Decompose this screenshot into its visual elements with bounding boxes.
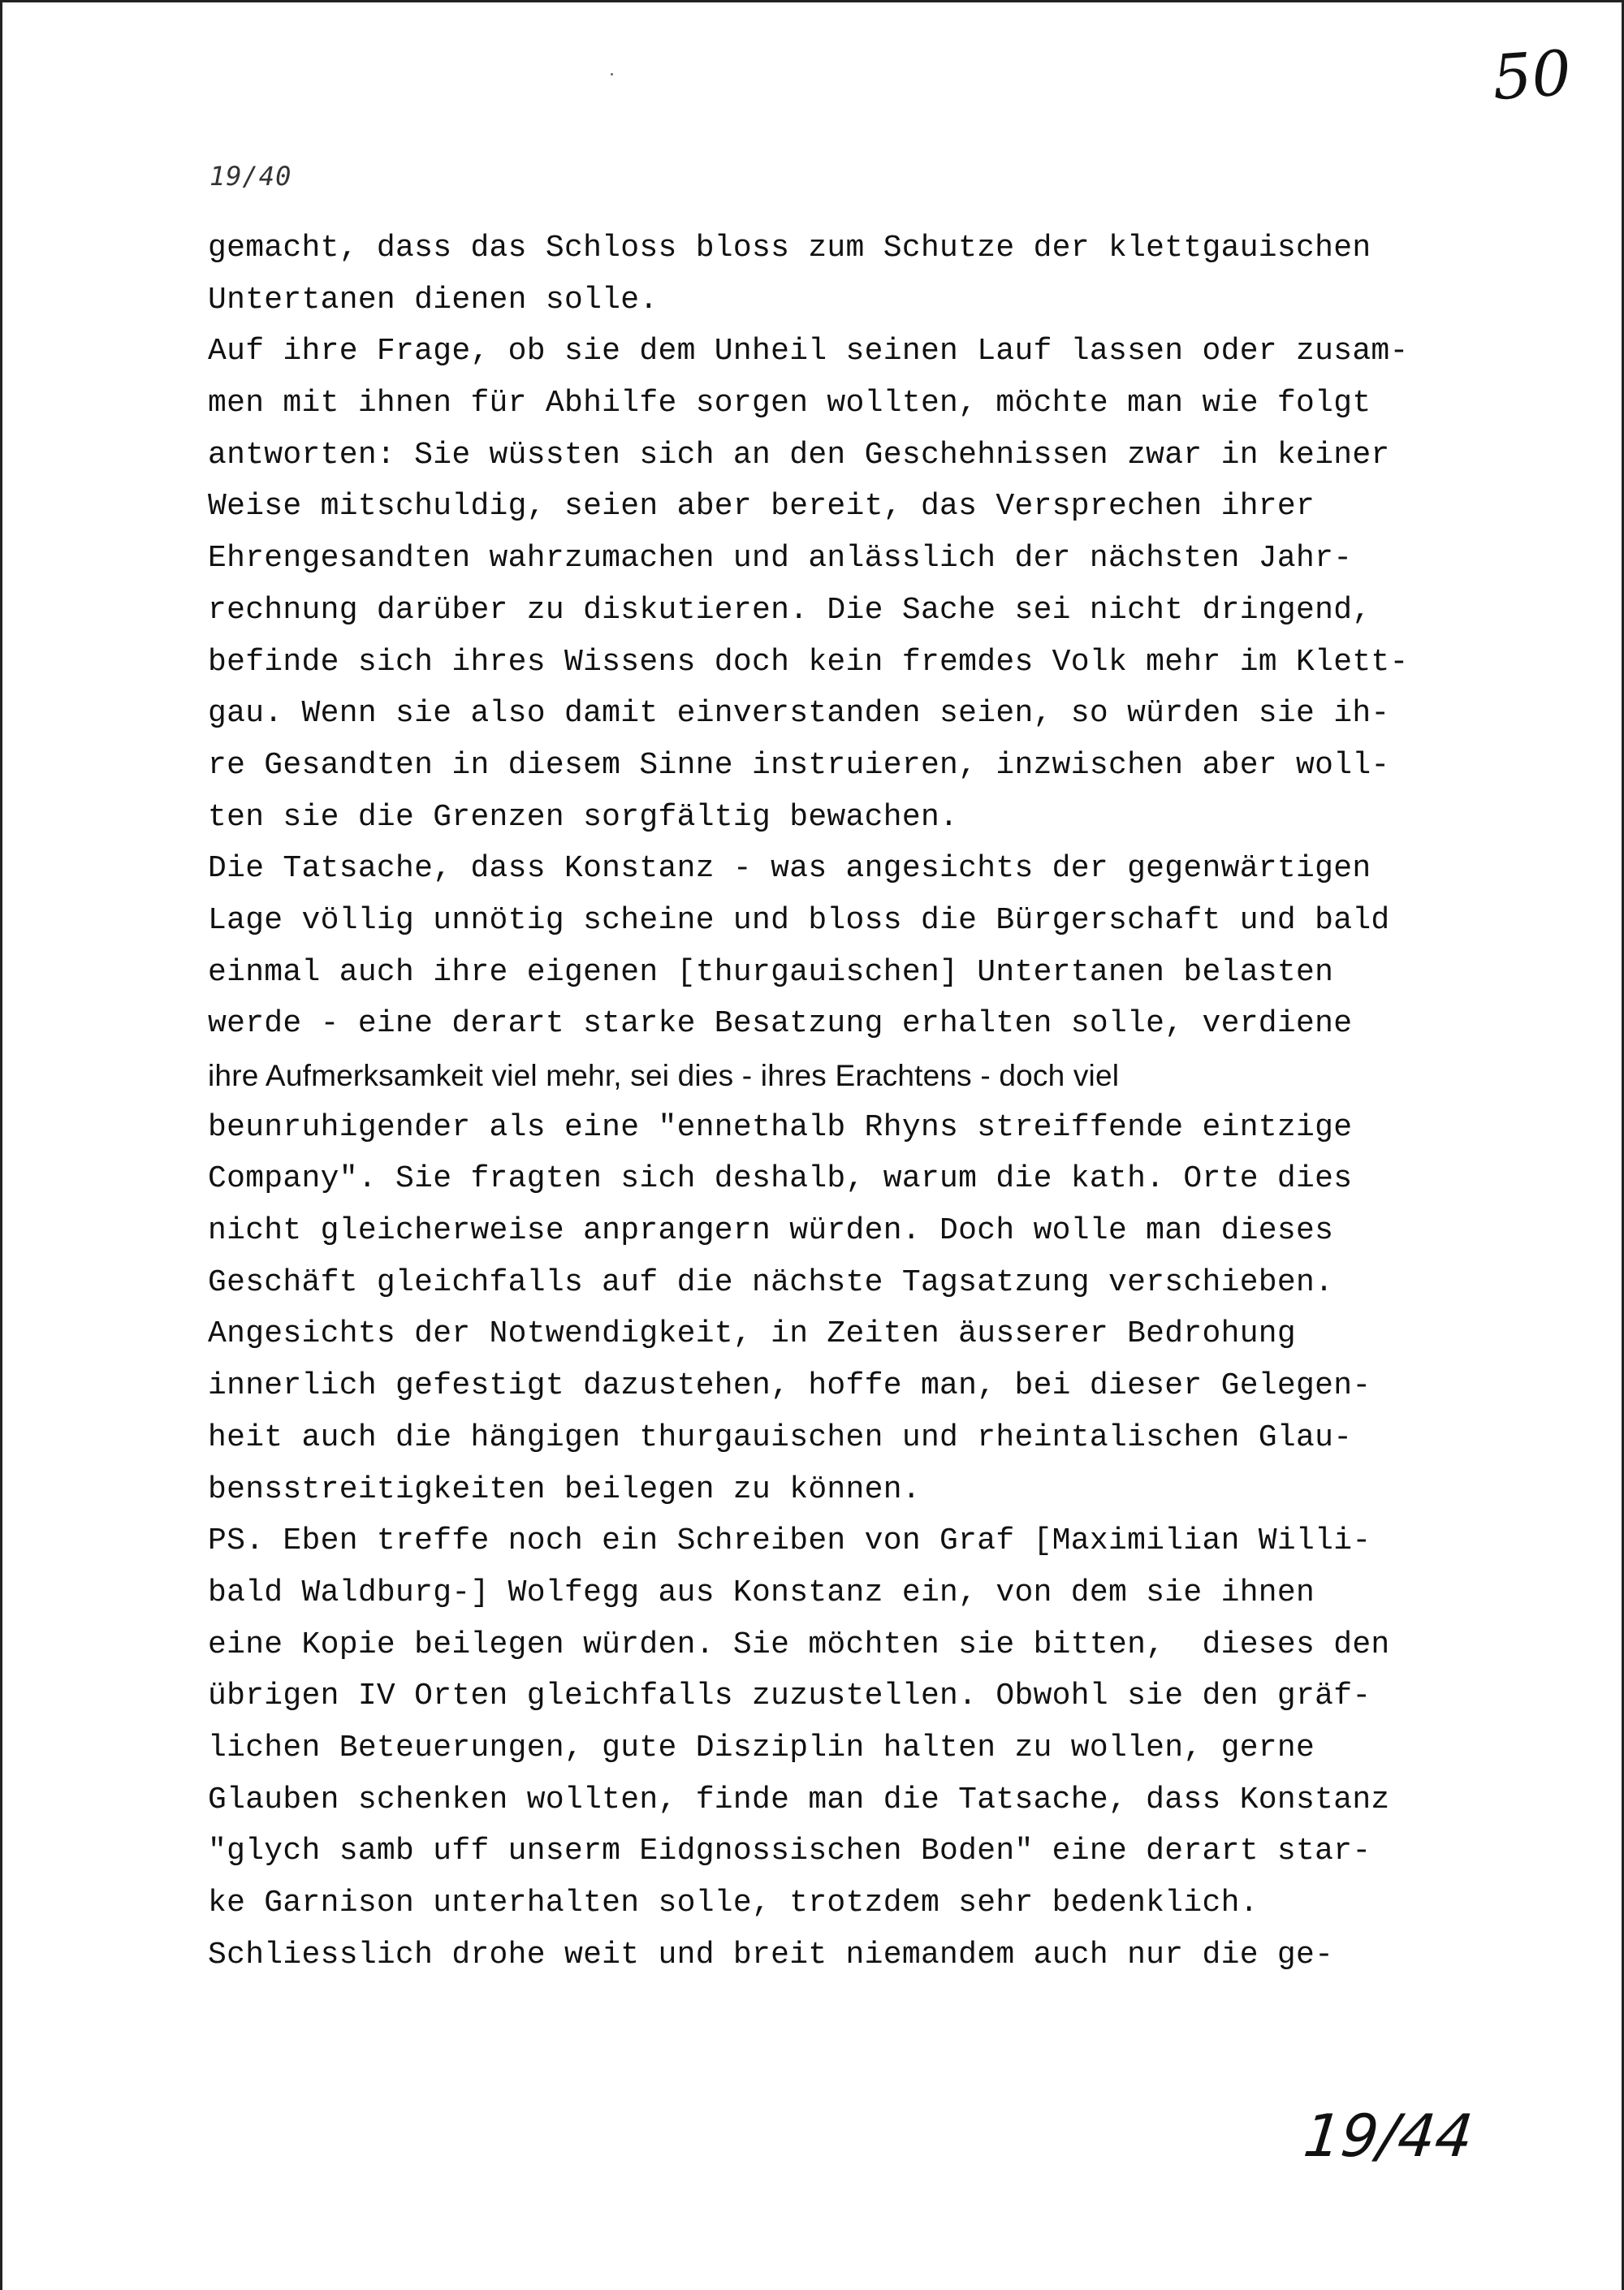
text-line: rechnung darüber zu diskutieren. Die Sache sei nicht dringend, bbox=[208, 592, 1371, 628]
text-line: Company". Sie fragten sich deshalb, warum die kath. Orte dies bbox=[208, 1161, 1353, 1197]
text-line: einmal auch ihre eigenen [thurgauischen] Untertanen belasten bbox=[208, 954, 1334, 990]
text-line: befinde sich ihres Wissens doch kein fremdes Volk mehr im Klett- bbox=[208, 644, 1409, 680]
text-line: ten sie die Grenzen sorgfältig bewachen. bbox=[208, 799, 959, 835]
text-line: gau. Wenn sie also damit einverstanden seien, so würden sie ih- bbox=[208, 696, 1390, 732]
handwritten-folio-number: 50 bbox=[1490, 36, 1574, 114]
handwritten-reference: 19/44 bbox=[1300, 2102, 1476, 2170]
text-line: antworten: Sie wüssten sich an den Geschehnissen zwar in keiner bbox=[208, 437, 1390, 473]
text-line: Schliesslich drohe weit und breit niemandem auch nur die ge- bbox=[208, 1937, 1334, 1972]
text-line: Untertanen dienen solle. bbox=[208, 282, 659, 318]
text-line: innerlich gefestigt dazustehen, hoffe man, bei dieser Gelegen- bbox=[208, 1368, 1371, 1404]
text-line: Auf ihre Frage, ob sie dem Unheil seinen Lauf lassen oder zusam- bbox=[208, 334, 1409, 369]
text-line: übrigen IV Orten gleichfalls zuzustellen. Obwohl sie den gräf- bbox=[208, 1679, 1371, 1714]
text-line: men mit ihnen für Abhilfe sorgen wollten, möchte man wie folgt bbox=[208, 386, 1371, 421]
text-line: Angesichts der Notwendigkeit, in Zeiten äusserer Bedrohung bbox=[208, 1316, 1297, 1352]
page-number: 19/40 bbox=[209, 161, 292, 192]
text-line: beunruhigender als eine "ennethalb Rhyns streiffende eintzige bbox=[208, 1109, 1353, 1145]
text-line: PS. Eben treffe noch ein Schreiben von Graf [Maximilian Willi- bbox=[208, 1523, 1371, 1559]
text-line: bald Waldburg-] Wolfegg aus Konstanz ein, von dem sie ihnen bbox=[208, 1575, 1315, 1610]
text-line: eine Kopie beilegen würden. Sie möchten sie bitten, dieses den bbox=[208, 1627, 1390, 1662]
scan-border-top bbox=[0, 0, 1624, 2]
text-line: "glych samb uff unserm Eidgnossischen Boden" eine derart star- bbox=[208, 1834, 1371, 1869]
text-line: Weise mitschuldig, seien aber bereit, das Versprechen ihrer bbox=[208, 489, 1315, 525]
text-line: Glauben schenken wollten, finde man die Tatsache, dass Konstanz bbox=[208, 1782, 1390, 1817]
text-line: Geschäft gleichfalls auf die nächste Tagsatzung verschieben. bbox=[208, 1264, 1334, 1300]
text-line: werde - eine derart starke Besatzung erhalten solle, verdiene bbox=[208, 1006, 1353, 1042]
text-line: Ehrengesandten wahrzumachen und anlässlich der nächsten Jahr- bbox=[208, 541, 1353, 577]
text-line-pasted-correction: ihre Aufmerksamkeit viel mehr, sei dies - ihres Erachtens - doch viel bbox=[208, 1059, 1120, 1092]
text-line: bensstreitigkeiten beilegen zu können. bbox=[208, 1471, 921, 1507]
text-line: ke Garnison unterhalten solle, trotzdem sehr bedenklich. bbox=[208, 1886, 1259, 1921]
body-text bbox=[208, 223, 1507, 1981]
text-line: Lage völlig unnötig scheine und bloss die Bürgerschaft und bald bbox=[208, 902, 1390, 938]
text-line: lichen Beteuerungen, gute Disziplin halten zu wollen, gerne bbox=[208, 1730, 1315, 1765]
text-line: nicht gleicherweise anprangern würden. Doch wolle man dieses bbox=[208, 1213, 1334, 1249]
scan-border-left bbox=[0, 0, 2, 2290]
text-line: heit auch die hängigen thurgauischen und rheintalischen Glau- bbox=[208, 1419, 1353, 1455]
scan-speck bbox=[611, 73, 613, 76]
text-line: Die Tatsache, dass Konstanz - was angesichts der gegenwärtigen bbox=[208, 851, 1371, 887]
text-line: re Gesandten in diesem Sinne instruieren, inzwischen aber woll- bbox=[208, 747, 1390, 783]
text-line: gemacht, dass das Schloss bloss zum Schutze der klettgauischen bbox=[208, 231, 1371, 266]
